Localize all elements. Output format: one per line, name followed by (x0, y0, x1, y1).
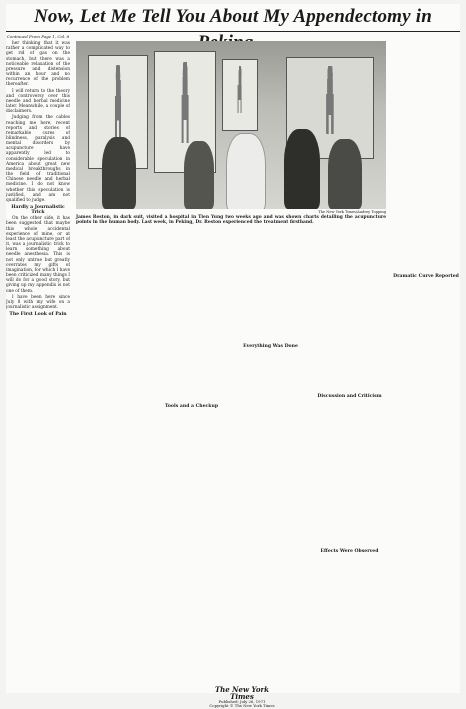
person-dark-suit (284, 129, 320, 209)
photo-credit: The New York Times/Audrey Topping (318, 210, 386, 214)
person-right (328, 139, 362, 209)
column-6 (392, 34, 460, 684)
subhead: The First Look of Pain (9, 312, 67, 318)
person-left (102, 137, 136, 209)
column-2 (76, 244, 149, 684)
subhead: Discussion and Criticism (317, 394, 382, 399)
person-middle (184, 141, 214, 209)
masthead-name: The New York Times (214, 685, 270, 701)
acupuncture-chart-small (222, 59, 258, 131)
subhead: Everything Was Done (243, 344, 298, 349)
headline: Now, Let Me Tell You About My Appendectomy in (34, 6, 432, 27)
column-1 (6, 34, 70, 684)
continued-line: Continued From Page 1, Col. 8 (6, 34, 70, 39)
column-3 (155, 244, 228, 684)
paragraph: On the other side, it has been suggested that maybe this whole accidental experience of mine, or at least the acupuncture part of it, was a journalistic trick to learn something about needle anesthesia. This is not only untrue but greatly overrates my gifts of imagination, for which I have been criticized many things I will do for a good story, but giving up my appendix is not one of them. (6, 216, 70, 294)
masthead-copyright: Copyright © The New York Times (209, 703, 275, 709)
column-4 (234, 244, 307, 684)
paragraph: her thinking that it was rather a complicated way to get rid of gas on the stomach, but there was a noticeable relaxation of the pressure and distension within an hour and no recurrence of the problem thereafter. (6, 41, 70, 88)
column-5 (313, 244, 386, 684)
masthead (202, 686, 282, 709)
paragraph: I will return to the theory and controversy over this needle and herbal medicine later. Meanwhile, a couple of disclaimers. (6, 88, 70, 115)
newspaper-page (6, 4, 460, 709)
acupuncture-photo (76, 41, 386, 209)
subhead: Hardly a Journalistic Trick (11, 205, 65, 216)
subhead: Dramatic Curve Reported (393, 274, 459, 279)
person-white-coat (226, 133, 266, 209)
subhead: Effects Were Observed (320, 549, 379, 555)
subhead: Tools and a Checkup (164, 404, 219, 409)
photo-caption: James Reston, in dark suit, visited a hospital in Tien Yung two weeks ago and was shown charts detailing the acupuncture points in the human body. Last week, in Peking, Dr. Reston experienced the treatment firsthand. (76, 215, 386, 226)
headline-rule (6, 31, 460, 32)
paragraph: Judging from the cables reaching me here, recent reports and stories of remarkable cures of blindness, paralysis and mental disorders by acupuncture have apparently led to considerable speculation in America about great new medical breakthroughs in the field of traditional Chinese needle and herbal medicine. I do not know whether this speculation is justified, and am not qualified to judge. (6, 115, 70, 203)
masthead-date: Published: July 26, 1971 (218, 699, 266, 704)
paragraph: I have been here since July 8 with my wife on a journalistic assignment. (6, 294, 70, 310)
